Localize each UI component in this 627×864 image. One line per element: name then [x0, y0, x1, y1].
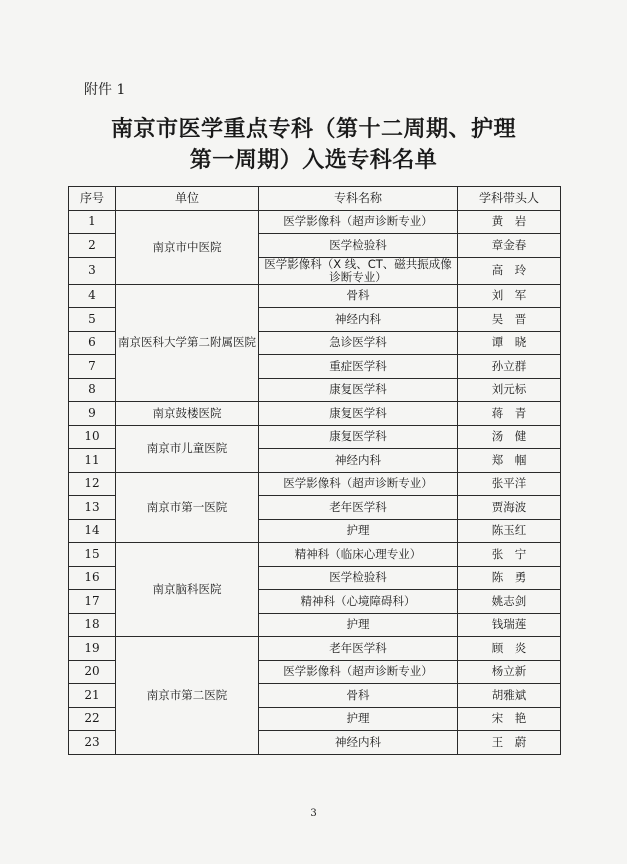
specialty-cell: 医学影像科（超声诊断专业） — [259, 472, 458, 496]
specialty-cell: 骨科 — [259, 284, 458, 308]
row-number: 11 — [69, 449, 116, 473]
header-unit: 单位 — [116, 187, 259, 211]
row-number: 14 — [69, 519, 116, 543]
specialty-cell: 老年医学科 — [259, 496, 458, 520]
unit-cell: 南京市儿童医院 — [116, 425, 259, 472]
row-number: 13 — [69, 496, 116, 520]
row-number: 2 — [69, 234, 116, 258]
leader-cell: 张平洋 — [458, 472, 561, 496]
leader-cell: 贾海波 — [458, 496, 561, 520]
table-row — [69, 284, 561, 308]
table-row — [69, 637, 561, 661]
table-row — [69, 210, 561, 234]
leader-cell: 姚志剑 — [458, 590, 561, 614]
table-row — [69, 472, 561, 496]
page-number: 3 — [310, 808, 317, 819]
specialty-cell: 护理 — [259, 519, 458, 543]
header-seq: 序号 — [69, 187, 116, 211]
leader-cell: 顾 炎 — [458, 637, 561, 661]
document-title — [0, 114, 627, 176]
table-header-row — [69, 187, 561, 211]
specialty-cell: 医学检验科 — [259, 234, 458, 258]
leader-cell: 陈玉红 — [458, 519, 561, 543]
specialty-cell: 康复医学科 — [259, 402, 458, 426]
attachment-label: 附件 1 — [84, 82, 126, 98]
specialty-cell: 精神科（心境障碍科） — [259, 590, 458, 614]
row-number: 1 — [69, 210, 116, 234]
leader-cell: 蒋 青 — [458, 402, 561, 426]
row-number: 23 — [69, 731, 116, 755]
leader-cell: 胡雅斌 — [458, 684, 561, 708]
specialty-cell: 骨科 — [259, 684, 458, 708]
leader-cell: 宋 艳 — [458, 707, 561, 731]
unit-cell: 南京市第二医院 — [116, 637, 259, 755]
specialty-cell: 医学影像科（超声诊断专业） — [259, 210, 458, 234]
specialty-cell: 重症医学科 — [259, 355, 458, 379]
row-number: 10 — [69, 425, 116, 449]
unit-cell: 南京鼓楼医院 — [116, 402, 259, 426]
table-body — [69, 210, 561, 754]
row-number: 9 — [69, 402, 116, 426]
header-leader: 学科带头人 — [458, 187, 561, 211]
specialty-cell: 医学影像科（超声诊断专业） — [259, 660, 458, 684]
specialty-cell: 护理 — [259, 613, 458, 637]
row-number: 22 — [69, 707, 116, 731]
title-line-2: 第一周期）入选专科名单 — [189, 147, 438, 173]
leader-cell: 孙立群 — [458, 355, 561, 379]
leader-cell: 刘元标 — [458, 378, 561, 402]
specialty-cell: 医学检验科 — [259, 566, 458, 590]
table-row — [69, 425, 561, 449]
specialty-cell: 康复医学科 — [259, 378, 458, 402]
unit-cell: 南京脑科医院 — [116, 543, 259, 637]
row-number: 20 — [69, 660, 116, 684]
row-number: 18 — [69, 613, 116, 637]
leader-cell: 钱瑞莲 — [458, 613, 561, 637]
row-number: 19 — [69, 637, 116, 661]
row-number: 16 — [69, 566, 116, 590]
unit-cell: 南京市中医院 — [116, 210, 259, 284]
row-number: 8 — [69, 378, 116, 402]
leader-cell: 张 宁 — [458, 543, 561, 567]
specialty-table — [68, 186, 561, 755]
row-number: 3 — [69, 257, 116, 284]
leader-cell: 黄 岩 — [458, 210, 561, 234]
specialty-cell: 精神科（临床心理专业） — [259, 543, 458, 567]
row-number: 7 — [69, 355, 116, 379]
row-number: 6 — [69, 331, 116, 355]
leader-cell: 陈 勇 — [458, 566, 561, 590]
unit-cell: 南京医科大学第二附属医院 — [116, 284, 259, 402]
leader-cell: 王 蔚 — [458, 731, 561, 755]
specialty-cell: 护理 — [259, 707, 458, 731]
specialty-cell: 急诊医学科 — [259, 331, 458, 355]
leader-cell: 吴 晋 — [458, 308, 561, 332]
unit-cell: 南京市第一医院 — [116, 472, 259, 543]
table-row — [69, 402, 561, 426]
row-number: 12 — [69, 472, 116, 496]
leader-cell: 刘 军 — [458, 284, 561, 308]
header-specialty: 专科名称 — [259, 187, 458, 211]
row-number: 5 — [69, 308, 116, 332]
leader-cell: 章金春 — [458, 234, 561, 258]
row-number: 17 — [69, 590, 116, 614]
specialty-cell: 医学影像科（X 线、CT、磁共振成像诊断专业） — [259, 257, 458, 284]
leader-cell: 郑 帼 — [458, 449, 561, 473]
specialty-cell: 康复医学科 — [259, 425, 458, 449]
title-line-1: 南京市医学重点专科（第十二周期、护理 — [110, 116, 516, 142]
specialty-cell: 神经内科 — [259, 449, 458, 473]
leader-cell: 高 玲 — [458, 257, 561, 284]
specialty-cell: 神经内科 — [259, 308, 458, 332]
row-number: 4 — [69, 284, 116, 308]
leader-cell: 杨立新 — [458, 660, 561, 684]
row-number: 15 — [69, 543, 116, 567]
specialty-cell: 老年医学科 — [259, 637, 458, 661]
row-number: 21 — [69, 684, 116, 708]
leader-cell: 谭 晓 — [458, 331, 561, 355]
leader-cell: 汤 健 — [458, 425, 561, 449]
table-row — [69, 543, 561, 567]
specialty-cell: 神经内科 — [259, 731, 458, 755]
